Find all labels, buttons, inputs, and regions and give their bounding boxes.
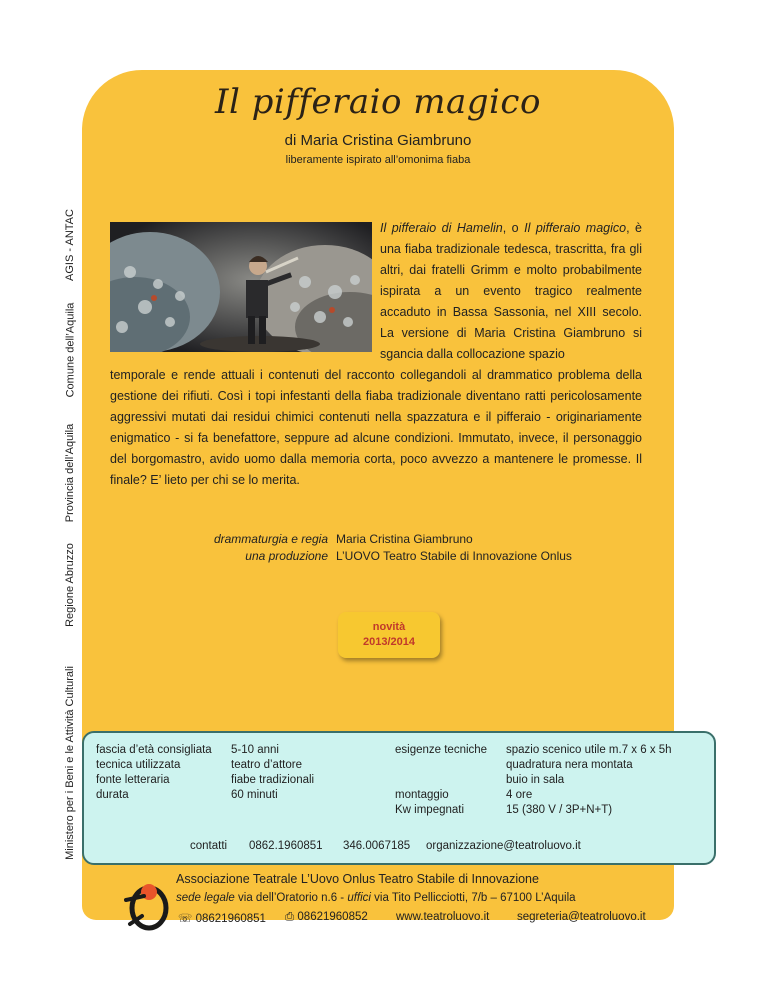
info-label-esigenze: esigenze tecniche <box>395 744 488 756</box>
info-labels-right: montaggio Kw impegnati <box>395 789 465 816</box>
contact-email[interactable]: organizzazione@teatroluovo.it <box>426 840 581 852</box>
contact-phone[interactable]: 0862.1960851 <box>249 840 323 852</box>
organization-name: Associazione Teatrale L’Uovo Onlus Teatro Stabile di Innovazione <box>176 872 539 886</box>
sponsor-label: Ministero per i Beni e le Attività Culturali <box>64 665 76 860</box>
author-line: di Maria Cristina Giambruno <box>284 132 472 149</box>
footer-email[interactable]: segreteria@teatroluovo.it <box>517 911 646 923</box>
footer-phone[interactable]: ☏ 08621960851 <box>178 913 266 925</box>
sponsor-label: Regione Abruzzo <box>64 543 76 627</box>
phone-icon: ☏ <box>178 913 193 925</box>
tagline: liberamente ispirato all’omonima fiaba <box>285 154 471 166</box>
organization-address: sede legale via dell’Oratorio n.6 - uffici via Tito Pellicciotti, 7/b – 67100 L’Aquila <box>176 892 576 904</box>
footer-website[interactable]: www.teatroluovo.it <box>396 911 490 923</box>
sponsor-sidebar <box>58 200 82 890</box>
stage-photo-image <box>110 222 372 352</box>
novelty-badge: novità 2013/2014 <box>338 612 440 658</box>
sponsor-label: Comune dell’Aquila <box>64 302 76 398</box>
contacts-label: contatti <box>190 840 228 852</box>
sponsor-label: AGIS - ANTAC <box>64 209 77 281</box>
stage-photo <box>110 222 372 352</box>
uovo-logo-icon <box>122 876 172 932</box>
credits-values: Maria Cristina Giambruno L’UOVO Teatro Stabile di Innovazione Onlus <box>336 532 572 563</box>
contact-mobile[interactable]: 346.0067185 <box>343 840 411 852</box>
credits-labels: drammaturgia e regia una produzione <box>213 532 328 563</box>
fax-icon: ⎙ <box>285 911 295 923</box>
show-title: Il pifferaio magico <box>215 82 541 122</box>
info-labels-left: fascia d’età consigliata tecnica utilizzata fonte letteraria durata <box>96 744 212 801</box>
sponsor-label: Provincia dell’Aquila <box>64 423 77 522</box>
description-body: temporale e rende attuali i contenuti del racconto collegandoli al drammatico problema della gestione dei rifiuti. Così i topi infestanti della fiaba tradizionale diventano ratti pericolosamente aggressivi mutati dai residui chimici contenuti nella spazzatura e il pifferaio - originariamente enigmatico - si fa benefattore, seppure ad alcune condizioni. Immutato, invece, il personaggio del borgomastro, avido uomo dalla memoria corta, poco avvezzo a mantenere le promesse. Il finale? E’ lieto per chi se lo merita. <box>110 368 642 487</box>
info-values-left: 5-10 anni teatro d’attore fiabe tradizionali 60 minuti <box>231 744 315 801</box>
footer-fax[interactable]: ⎙ 08621960852 <box>285 911 368 923</box>
description-top: Il pifferaio di Hamelin, o Il pifferaio magico, è una fiaba tradizionale tedesca, trascritta, fra gli altri, dai fratelli Grimm e molto probabilmente ispirata a un evento tragico realmente accaduto in Bassa Sassonia, nel XIII secolo. La versione di Maria Cristina Giambruno si sgancia dalla collocazione spazio <box>380 221 643 361</box>
info-values-right: spazio scenico utile m.7 x 6 x 5h quadratura nera montata buio in sala 4 ore 15 (380 V / 3P+N+T) <box>506 744 672 816</box>
